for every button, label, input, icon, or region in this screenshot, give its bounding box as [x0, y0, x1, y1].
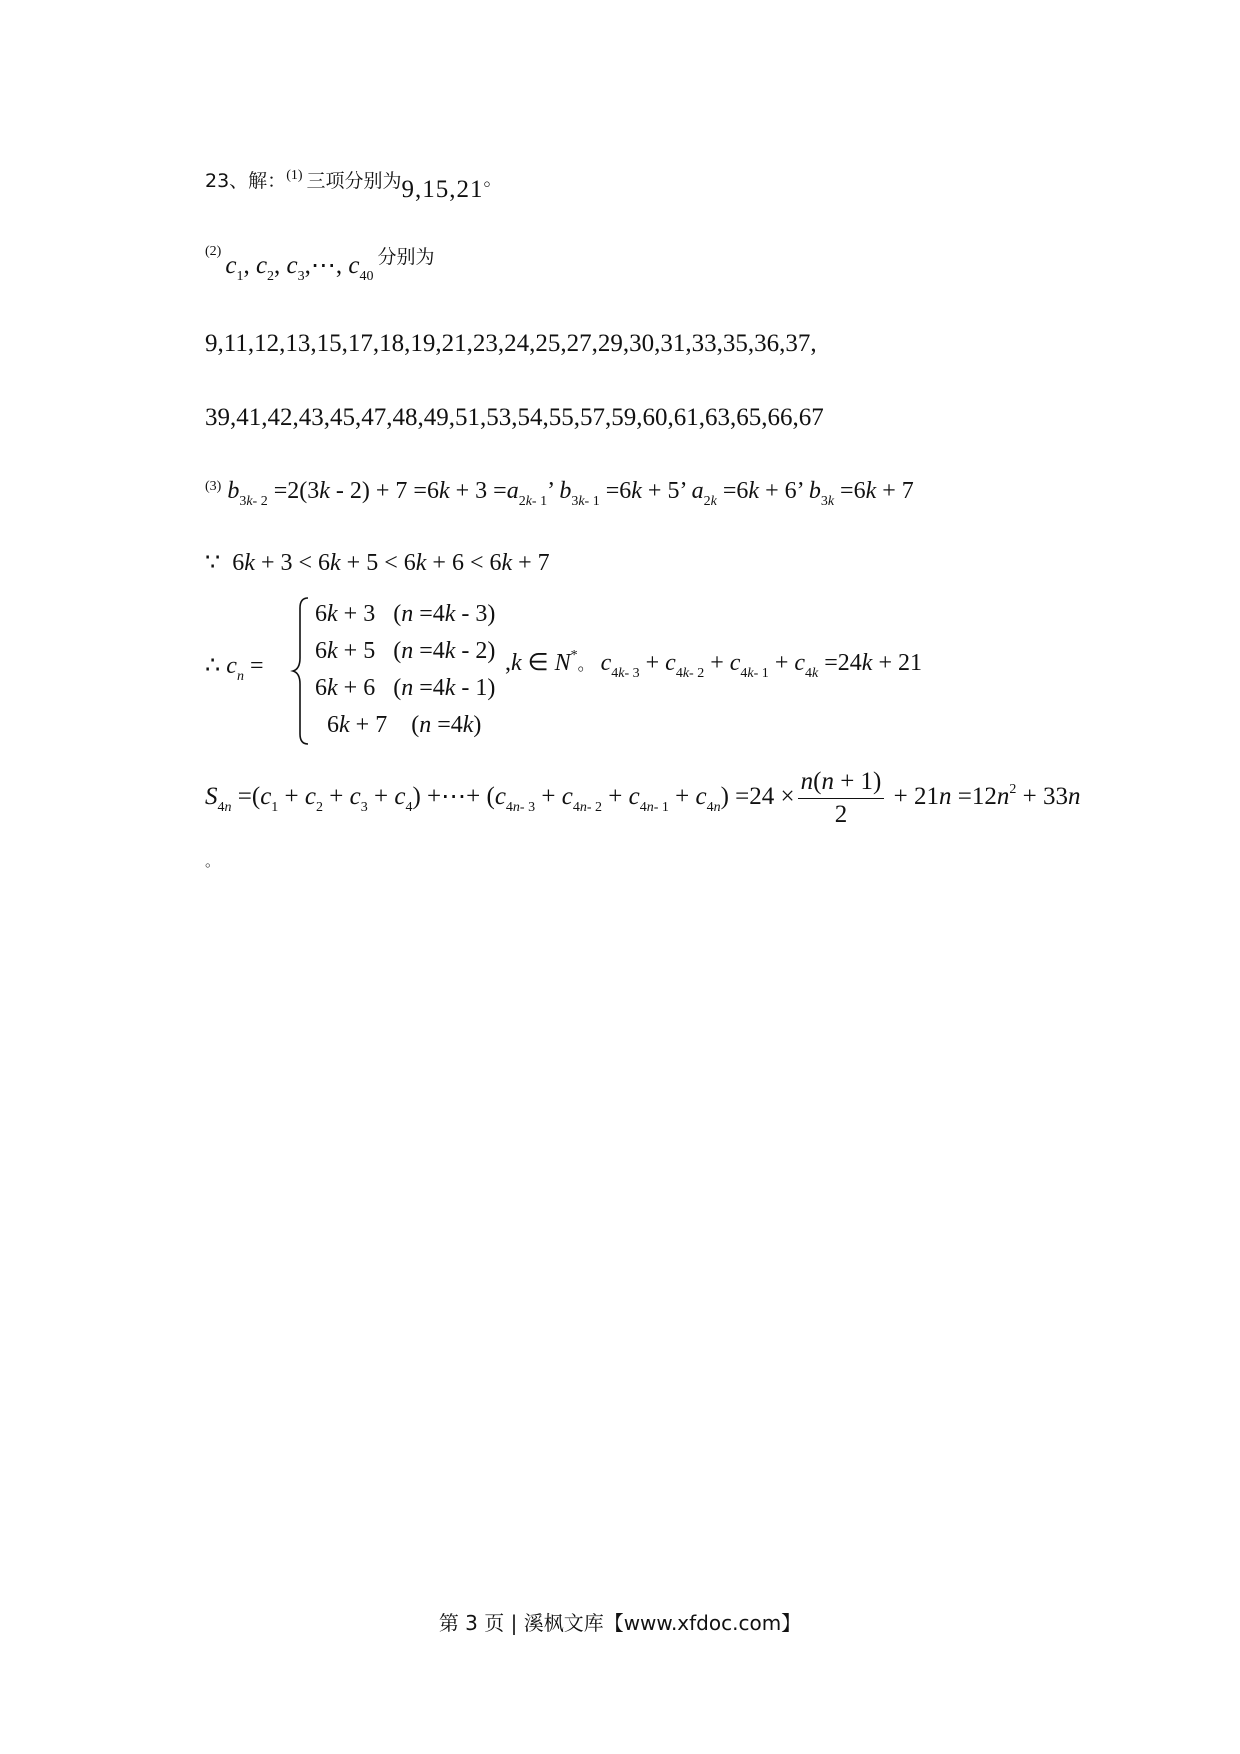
question-head: 23、解：	[205, 170, 287, 192]
part3-line	[205, 478, 914, 509]
part3-mark: (3)	[205, 479, 222, 494]
part1-text: 三项分别为	[306, 170, 402, 192]
fraction: $\frac{n(n + 1)}{2}$	[798, 768, 885, 829]
because-symbol: ∵	[205, 550, 221, 576]
sequence-line-1: 9,11,12,13,15,17,18,19,21,23,24,25,27,29,30,31,33,35,36,37,	[205, 330, 817, 357]
part1-line	[205, 166, 503, 203]
case-2: 6k + 5 (n =4k - 2)	[315, 638, 496, 664]
page-footer: 第 3 页 | 溪枫文库【www.xfdoc.com】	[438, 1611, 802, 1635]
piecewise-cases	[315, 596, 495, 744]
sum-formula: $S_{4n} =(c_1 + c_2 + c_3 + c_4)$ +⋯+ $(c_{4n- 3} + c_{4n- 2} + c_{4n- 1} + c_{4n}) =24$ × $\frac{n(n + 1)}{2}$ + $21n =12n^2 + 33n$	[205, 768, 1081, 828]
case-4: 6k + 7 (n =4k)	[315, 712, 482, 738]
sum-line	[205, 768, 1080, 829]
part1-end: 。	[483, 168, 503, 190]
part2-sequence-expression: $c_1$, $c_2$, $c_3,\cdots$, $c_{40}$	[225, 252, 374, 284]
part1-mark: (1)	[286, 168, 303, 183]
sequence-line-2: 39,41,42,43,45,47,48,49,51,53,54,55,57,59,60,61,63,65,66,67	[205, 404, 824, 431]
therefore-symbol: ∴	[205, 653, 221, 679]
part2-line	[205, 240, 435, 284]
part2-text: 分别为	[377, 246, 435, 268]
case-1: 6k + 3 (n =4k - 3)	[315, 601, 496, 627]
part2-mark: (2)	[205, 244, 222, 259]
piecewise-lhs: ∴ $c_n$ =	[205, 653, 264, 684]
part3-formula: $b_{3k- 2} =2(3k - 2) + 7 =6k + 3 =a_{2k- 1}$’ $b_{3k- 1} =6k + 5$’ $a_{2k} =6k + 6$’ $b_{3k} =6k + 7$	[227, 478, 914, 509]
because-line	[205, 548, 550, 577]
part1-values: 9,15,21	[401, 176, 484, 203]
end-mark: 。	[205, 852, 221, 870]
inequality-formula: 6k + 3 < 6k + 5 < 6k + 6 < 6k + 7	[226, 550, 550, 576]
piecewise-rhs: ,k ∈ N*。 $c_{4k- 3} + c_{4k- 2} + c_{4k- 1} + c_{4k} =24k + 21$	[505, 648, 922, 681]
left-brace-icon	[290, 596, 312, 746]
case-3: 6k + 6 (n =4k - 1)	[315, 675, 496, 701]
